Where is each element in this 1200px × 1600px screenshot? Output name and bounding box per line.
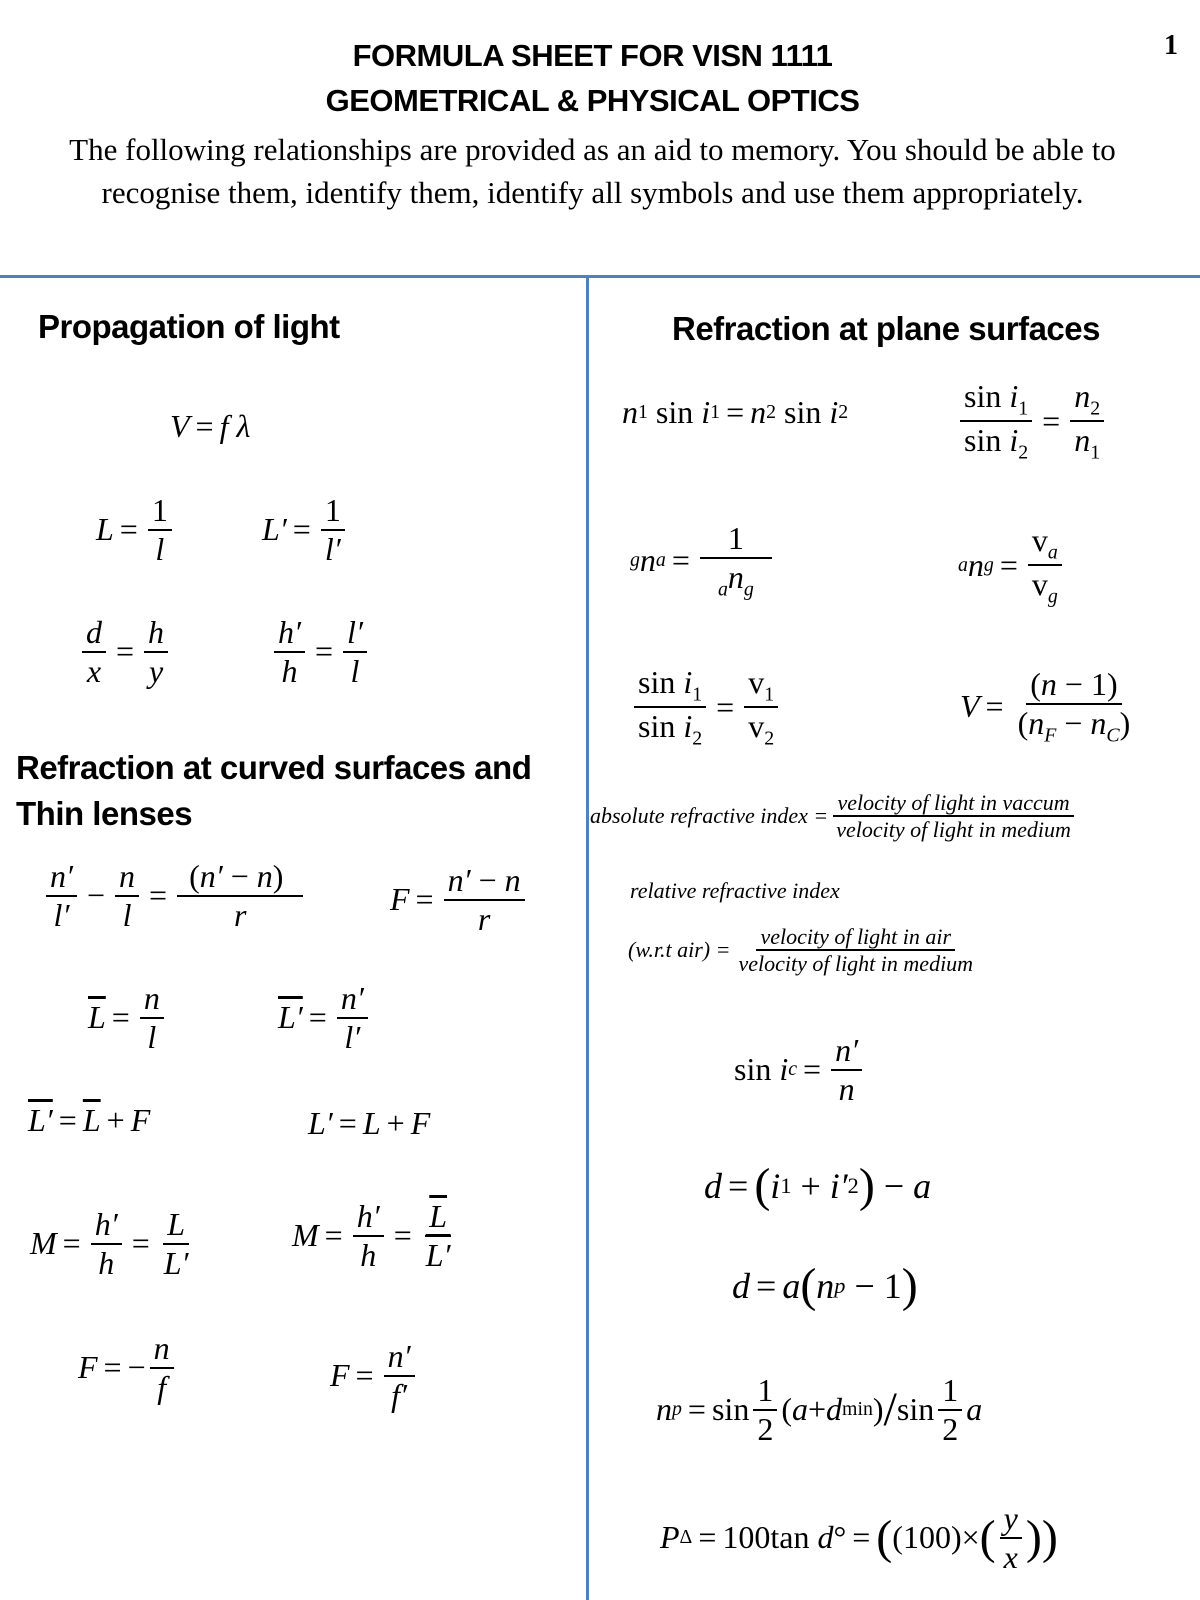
formula-v-f-lambda: V = f λ <box>170 408 251 444</box>
vertical-divider <box>586 278 589 1600</box>
heading-plane: Refraction at plane surfaces <box>672 310 1100 347</box>
formula-refraction-equation: $\frac{n'}{l'}$ − $\frac{n}{l}$ = $\frac{(n' - n)}{r}$ <box>42 858 307 934</box>
formula-hp-h-lp-l: $\frac{h'}{h}$ = $\frac{l'}{l}$ <box>270 614 371 690</box>
page-number: 1 <box>1164 30 1178 61</box>
formula-abbe-number: V = $\frac{(n - 1)}{(n_F - n_C)}$ <box>960 666 1131 747</box>
formula-prism-dioptre: P Δ = 100tan d ° = ( (100)× ( $\frac{y}{x}$ ) ) <box>660 1500 1058 1575</box>
formula-relative-index: (w.r.t air) = $\frac{\text{velocity of light in air}}{\text{velocity of light in medium}}$ <box>628 924 974 977</box>
horizontal-divider <box>0 275 1200 278</box>
formula-ang: a n g = $\frac{v_a}{v_g}$ <box>958 522 1066 608</box>
formula-L-1-l: L = $\frac{1}{l}$ <box>96 492 176 568</box>
formula-Lbar-n-l: $\overline{L}$ = $\frac{n}{l}$ <box>88 980 168 1056</box>
formula-gna: g n a = $\frac{1}{_an_g}$ <box>630 520 776 601</box>
formula-Lbarp-np-lp: L′ = $\frac{n'}{l'}$ <box>278 980 372 1056</box>
formula-M-reduced-magnification: M = $\frac{h'}{h}$ = $\frac{\overline{L}}{L'}$ <box>292 1198 451 1273</box>
formula-thin-prism-deviation: d = a ( n p − 1 ) <box>732 1259 918 1312</box>
formula-critical-angle: sin i c = $\frac{n'}{n}$ <box>734 1032 866 1108</box>
formula-Lp-1-lp: L′ = $\frac{1}{l'}$ <box>262 492 349 568</box>
formula-F-np-fp: F = $\frac{n'}{f'}$ <box>330 1338 419 1414</box>
formula-deviation: d = ( i 1 + i′ 2 ) − a <box>704 1159 932 1212</box>
title-line-2: GEOMETRICAL & PHYSICAL OPTICS <box>325 83 860 118</box>
formula-Lp-L-F: L′ = L + F <box>308 1105 431 1141</box>
heading-curved: Refraction at curved surfaces and Thin lenses <box>16 749 532 832</box>
formula-absolute-index: absolute refractive index = $\frac{\text{velocity of light in vaccum}}{\text{velocity of light in medium}}$ <box>590 790 1079 843</box>
formula-M-magnification: M = $\frac{h'}{h}$ = $\frac{L}{L'}$ <box>30 1206 189 1281</box>
formula-F-minus-n-f: F = − $\frac{n}{f}$ <box>78 1330 178 1406</box>
formula-snell-law: n 1 sin i 1 = n 2 sin i 2 <box>622 394 849 430</box>
formula-Lbarp-Lbar-F: L′ = $\overline{L}$ + F <box>28 1102 151 1138</box>
title-line-1: FORMULA SHEET FOR VISN 1111 <box>352 38 833 73</box>
formula-snell-ratio: $\frac{\sin i_1}{\sin i_2}$ = $\frac{n_2}{n_1}$ <box>956 378 1108 464</box>
formula-prism-index: n p = sin $\frac{1}{2}$ ( a + d min ) / sin $\frac{1}{2}$ a <box>656 1372 983 1447</box>
relative-index-label: relative refractive index <box>630 878 840 903</box>
formula-sin-velocity-ratio: $\frac{\sin i_1}{\sin i_2}$ = $\frac{v_1}{v_2}$ <box>630 664 782 750</box>
intro-text: The following relationships are provided as an aid to memory. You should be able to recognise them, identify them, identify all symbols and use them appropriately. <box>69 132 1116 210</box>
heading-propagation: Propagation of light <box>38 308 340 345</box>
formula-d-x-h-y: $\frac{d}{x}$ = $\frac{h}{y}$ <box>78 614 172 690</box>
formula-F-surface-power: F = $\frac{n' - n}{r}$ <box>390 862 529 938</box>
